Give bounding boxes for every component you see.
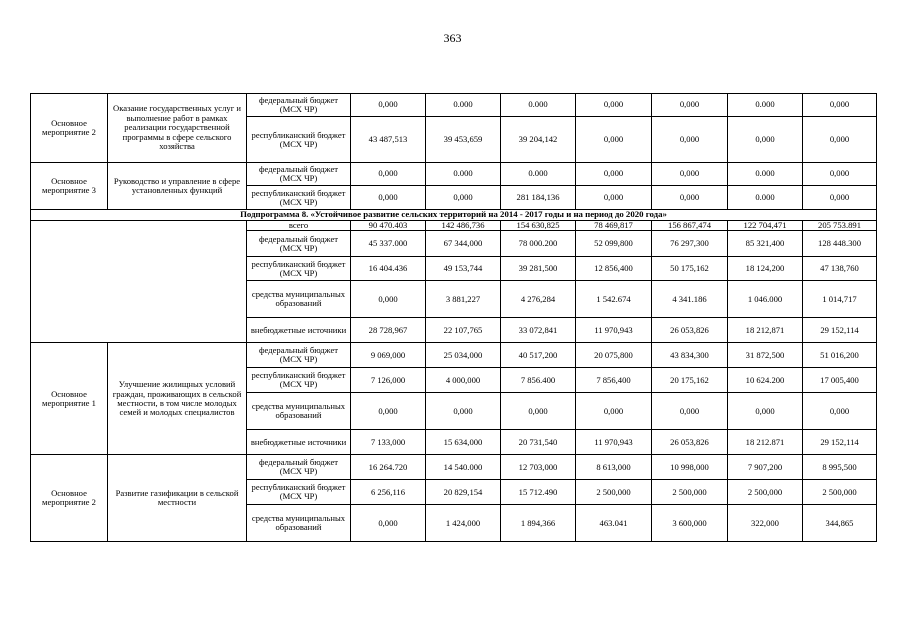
activity-cell: Основное мероприятие 3 [31, 163, 108, 210]
value-cell: 0,000 [652, 94, 728, 117]
value-cell: 2 500,000 [652, 480, 728, 505]
value-cell: 29 152,114 [803, 318, 877, 343]
value-cell: 205 753.891 [803, 221, 877, 231]
source-cell: республиканский бюджет (МСХ ЧР) [247, 368, 351, 393]
value-cell: 31 872,500 [728, 343, 803, 368]
value-cell: 20 731,540 [501, 430, 576, 455]
value-cell: 78 000.200 [501, 231, 576, 257]
value-cell: 33 072,841 [501, 318, 576, 343]
value-cell: 22 107,765 [426, 318, 501, 343]
value-cell: 90 470.403 [351, 221, 426, 231]
value-cell: 0,000 [803, 117, 877, 163]
activity-cell: Основное мероприятие 1 [31, 343, 108, 455]
value-cell: 18 124,200 [728, 257, 803, 281]
value-cell: 0,000 [576, 117, 652, 163]
value-cell: 4 276,284 [501, 281, 576, 318]
value-cell: 8 995,500 [803, 455, 877, 480]
value-cell: 39 281,500 [501, 257, 576, 281]
budget-table [30, 93, 877, 542]
value-cell: 0,000 [351, 281, 426, 318]
table-row [31, 455, 877, 480]
value-cell: 1 424,000 [426, 505, 501, 542]
value-cell: 0,000 [803, 393, 877, 430]
value-cell: 11 970,943 [576, 318, 652, 343]
value-cell: 7 856,400 [576, 368, 652, 393]
value-cell: 50 175,162 [652, 257, 728, 281]
value-cell: 0,000 [351, 94, 426, 117]
value-cell: 52 099,800 [576, 231, 652, 257]
value-cell: 0,000 [803, 163, 877, 186]
value-cell: 16 404.436 [351, 257, 426, 281]
value-cell: 26 053,826 [652, 318, 728, 343]
value-cell: 0,000 [426, 186, 501, 210]
source-cell: федеральный бюджет (МСХ ЧР) [247, 455, 351, 480]
value-cell: 322,000 [728, 505, 803, 542]
value-cell: 0,000 [576, 94, 652, 117]
value-cell: 0,000 [652, 117, 728, 163]
value-cell: 2 500,000 [576, 480, 652, 505]
value-cell: 40 517,200 [501, 343, 576, 368]
value-cell: 2 500,000 [803, 480, 877, 505]
value-cell: 15 712.490 [501, 480, 576, 505]
value-cell: 344,865 [803, 505, 877, 542]
value-cell: 0,000 [652, 393, 728, 430]
description-cell: Руководство и управление в сфере установленных функций [108, 163, 247, 210]
value-cell: 0,000 [652, 163, 728, 186]
source-cell: средства муниципальных образований [247, 393, 351, 430]
value-cell: 18 212.871 [728, 430, 803, 455]
subprogram-title: Подпрограмма 8. «Устойчивое развитие сельских территорий на 2014 - 2017 годы и на период до 2020 года» [31, 210, 877, 221]
value-cell: 0,000 [351, 186, 426, 210]
value-cell: 7 126,000 [351, 368, 426, 393]
description-cell: Улучшение жилищных условий граждан, проживающих в сельской местности, в том числе молодых семей и молодых специалистов [108, 343, 247, 455]
table-row [31, 221, 877, 231]
value-cell: 0,000 [501, 393, 576, 430]
value-cell: 0.000 [501, 94, 576, 117]
source-cell: федеральный бюджет (МСХ ЧР) [247, 343, 351, 368]
value-cell: 0,000 [728, 393, 803, 430]
value-cell: 9 069,000 [351, 343, 426, 368]
value-cell: 10 998,000 [652, 455, 728, 480]
value-cell: 7 907,200 [728, 455, 803, 480]
value-cell: 1 894,366 [501, 505, 576, 542]
value-cell: 142 486,736 [426, 221, 501, 231]
value-cell: 26 053,826 [652, 430, 728, 455]
activity-cell: Основное мероприятие 2 [31, 94, 108, 163]
value-cell: 0.000 [501, 163, 576, 186]
value-cell: 0,000 [351, 393, 426, 430]
value-cell: 51 016,200 [803, 343, 877, 368]
value-cell: 0,000 [803, 94, 877, 117]
value-cell: 28 728,967 [351, 318, 426, 343]
value-cell: 15 634,000 [426, 430, 501, 455]
value-cell: 4 341.186 [652, 281, 728, 318]
value-cell: 0.000 [728, 186, 803, 210]
value-cell: 463.041 [576, 505, 652, 542]
source-cell: республиканский бюджет (МСХ ЧР) [247, 480, 351, 505]
source-cell: средства муниципальных образований [247, 281, 351, 318]
value-cell: 39 204,142 [501, 117, 576, 163]
value-cell: 20 829,154 [426, 480, 501, 505]
value-cell: 16 264.720 [351, 455, 426, 480]
table-row [31, 94, 877, 117]
value-cell: 0.000 [728, 163, 803, 186]
value-cell: 8 613,000 [576, 455, 652, 480]
table-row [31, 163, 877, 186]
value-cell: 156 867,474 [652, 221, 728, 231]
description-cell: Развитие газификации в сельской местности [108, 455, 247, 542]
value-cell: 49 153,744 [426, 257, 501, 281]
value-cell: 85 321,400 [728, 231, 803, 257]
page-number: 363 [443, 31, 462, 45]
source-cell: внебюджетные источники [247, 318, 351, 343]
source-cell: республиканский бюджет (МСХ ЧР) [247, 186, 351, 210]
value-cell: 4 000,000 [426, 368, 501, 393]
value-cell: 29 152,114 [803, 430, 877, 455]
value-cell: 0,000 [576, 393, 652, 430]
value-cell: 20 175,162 [652, 368, 728, 393]
value-cell: 0,000 [351, 163, 426, 186]
source-cell: республиканский бюджет (МСХ ЧР) [247, 257, 351, 281]
value-cell: 12 856,400 [576, 257, 652, 281]
value-cell: 7 133,000 [351, 430, 426, 455]
value-cell: 67 344,000 [426, 231, 501, 257]
source-cell: федеральный бюджет (МСХ ЧР) [247, 163, 351, 186]
value-cell: 3 881,227 [426, 281, 501, 318]
value-cell: 10 624.200 [728, 368, 803, 393]
source-cell: внебюджетные источники [247, 430, 351, 455]
value-cell: 39 453,659 [426, 117, 501, 163]
value-cell: 14 540.000 [426, 455, 501, 480]
value-cell: 11 970,943 [576, 430, 652, 455]
value-cell: 0,000 [426, 393, 501, 430]
source-cell: федеральный бюджет (МСХ ЧР) [247, 231, 351, 257]
value-cell: 43 834,300 [652, 343, 728, 368]
value-cell: 128 448.300 [803, 231, 877, 257]
value-cell: 0,000 [351, 505, 426, 542]
value-cell: 2 500,000 [728, 480, 803, 505]
value-cell: 1 542.674 [576, 281, 652, 318]
value-cell: 122 704,471 [728, 221, 803, 231]
value-cell: 43 487,513 [351, 117, 426, 163]
value-cell: 3 600,000 [652, 505, 728, 542]
value-cell: 17 005,400 [803, 368, 877, 393]
value-cell: 0,000 [728, 117, 803, 163]
value-cell: 0,000 [576, 163, 652, 186]
source-cell: федеральный бюджет (МСХ ЧР) [247, 94, 351, 117]
value-cell: 6 256,116 [351, 480, 426, 505]
value-cell: 18 212,871 [728, 318, 803, 343]
value-cell: 45 337.000 [351, 231, 426, 257]
value-cell: 1 046.000 [728, 281, 803, 318]
source-cell: средства муниципальных образований [247, 505, 351, 542]
value-cell: 281 184,136 [501, 186, 576, 210]
value-cell: 0.000 [426, 94, 501, 117]
value-cell: 1 014,717 [803, 281, 877, 318]
value-cell: 7 856.400 [501, 368, 576, 393]
value-cell: 12 703,000 [501, 455, 576, 480]
value-cell: 76 297,300 [652, 231, 728, 257]
activity-cell: Основное мероприятие 2 [31, 455, 108, 542]
value-cell: 47 138,760 [803, 257, 877, 281]
value-cell: 0,000 [576, 186, 652, 210]
value-cell: 154 630,825 [501, 221, 576, 231]
value-cell: 0,000 [652, 186, 728, 210]
value-cell: 20 075,800 [576, 343, 652, 368]
description-cell: Оказание государственных услуг и выполнение работ в рамках реализации государственной программы в сфере сельского хозяйства [108, 94, 247, 163]
source-cell: республиканский бюджет (МСХ ЧР) [247, 117, 351, 163]
value-cell: 0,000 [803, 186, 877, 210]
source-cell: всего [247, 221, 351, 231]
value-cell: 78 469,817 [576, 221, 652, 231]
value-cell: 25 034,000 [426, 343, 501, 368]
value-cell: 0.000 [426, 163, 501, 186]
table-row [31, 343, 877, 368]
subprogram-title-row [31, 210, 877, 221]
empty-cell [31, 221, 247, 343]
value-cell: 0.000 [728, 94, 803, 117]
